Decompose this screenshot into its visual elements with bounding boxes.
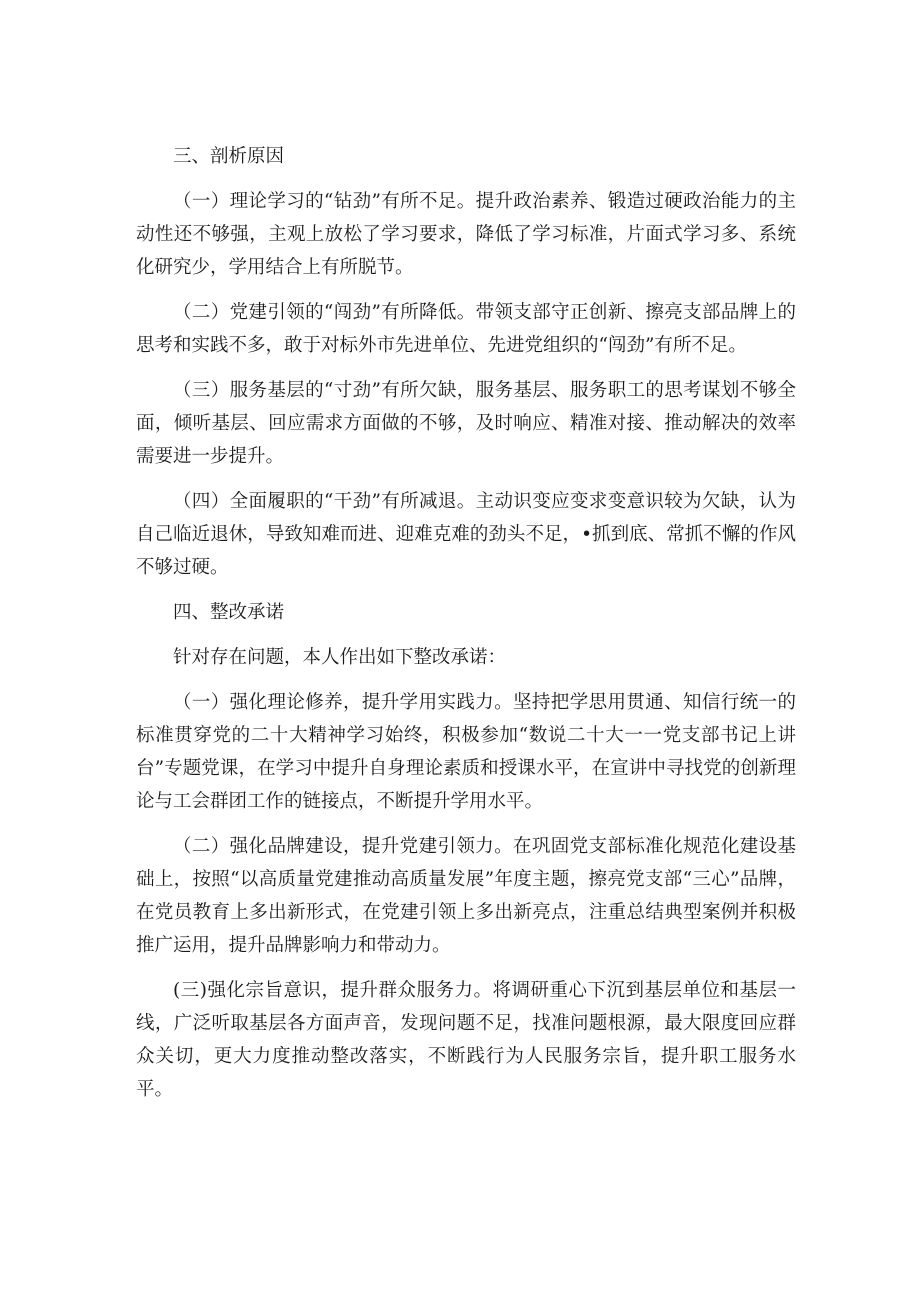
paragraph-cause-4: （四）全面履职的“干劲”有所减退。主动识变应变求变意识较为欠缺，认为自己临近退休，导致知难而进、迎难克难的劲头不足，•抓到底、常抓不懈的作风不够过硬。	[136, 491, 796, 578]
section-heading-commitment: 四、整改承诺	[173, 602, 285, 623]
paragraph-cause-3: （三）服务基层的“寸劲”有所欠缺，服务基层、服务职工的思考谋划不够全面，倾听基层、回应需求方面做的不够，及时响应、精准对接、推动解决的效率需要进一步提升。	[136, 380, 796, 467]
paragraph-cause-2: （二）党建引领的“闯劲”有所降低。带领支部守正创新、擦亮支部品牌上的思考和实践不多，敢于对标外市先进单位、先进党组织的“闯劲”有所不足。	[136, 302, 796, 356]
paragraph-commitment-3: (三)强化宗旨意识，提升群众服务力。将调研重心下沉到基层单位和基层一线，广泛听取基层各方面声音，发现问题不足，找准问题根源，最大限度回应群众关切，更大力度推动整改落实，不断践行为人民服务宗旨，提升职工服务水平。	[136, 980, 796, 1100]
paragraph-commitment-intro: 针对存在问题，本人作出如下整改承诺：	[173, 647, 507, 668]
paragraph-commitment-2: （二）强化品牌建设，提升党建引领力。在巩固党支部标准化规范化建设基础上，按照“以高质量党建推动高质量发展”年度主题，擦亮党支部“三心”品牌，在党员教育上多出新形式，在党建引领上多出新亮点，注重总结典型案例并积极推广运用，提升品牌影响力和带动力。	[136, 836, 796, 956]
section-heading-analysis: 三、剖析原因	[173, 146, 285, 167]
paragraph-commitment-1: （一）强化理论修养，提升学用实践力。坚持把学思用贯通、知信行统一的标准贯穿党的二十大精神学习始终，积极参加“数说二十大一一党支部书记上讲台”专题党课，在学习中提升自身理论素质和授课水平，在宣讲中寻找党的创新理论与工会群团工作的链接点，不断提升学用水平。	[136, 692, 796, 812]
document-body	[136, 140, 796, 1106]
paragraph-cause-1: （一）理论学习的“钻劲”有所不足。提升政治素养、锻造过硬政治能力的主动性还不够强，主观上放松了学习要求，降低了学习标准，片面式学习多、系统化研究少，学用结合上有所脱节。	[136, 191, 796, 278]
